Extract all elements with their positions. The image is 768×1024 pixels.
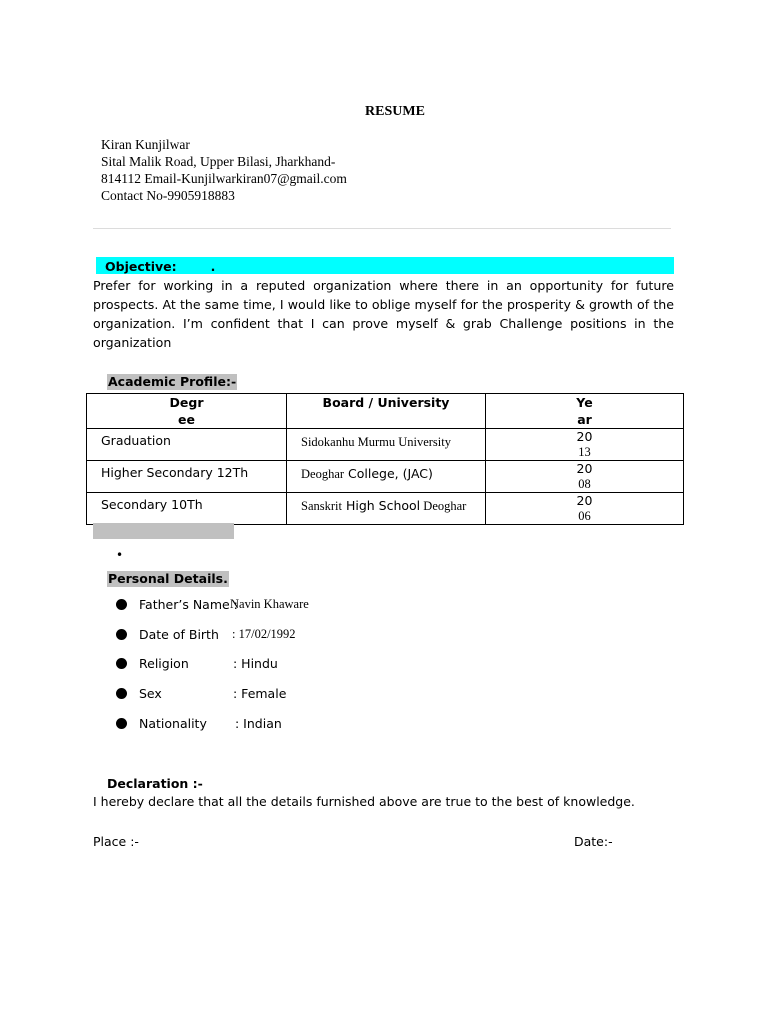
bullet-icon	[116, 718, 127, 729]
year-header: Ye ar	[486, 394, 684, 429]
board-cell: Deoghar College, (JAC)	[287, 461, 486, 493]
bullet-icon	[116, 688, 127, 699]
item-value: : Indian	[235, 716, 282, 731]
table-header-row	[87, 394, 684, 429]
declaration-label: Declaration :-	[107, 776, 203, 791]
contact-block	[101, 136, 347, 204]
personal-details-label: Personal Details.	[108, 571, 228, 586]
objective-text: Prefer for working in a reputed organization where there in an opportunity for future prospects. At the same time, I would like to oblige myself for the prosperity & growth of the organization. I’m confident that I can prove myself & grab Challenge positions in the organization	[93, 278, 674, 350]
degree-cell: Higher Secondary 12Th	[87, 461, 287, 493]
degree-cell: Graduation	[87, 429, 287, 461]
objective-highlight-bar	[96, 257, 674, 274]
table-row	[87, 429, 684, 461]
address-line: Sital Malik Road, Upper Bilasi, Jharkhand-	[101, 154, 336, 169]
board-cell: Sidokanhu Murmu University	[287, 429, 486, 461]
date-label: Date:-	[574, 834, 613, 849]
place-label: Place :-	[93, 834, 139, 849]
board-cell: Sanskrit High School Deoghar	[287, 493, 486, 525]
bullet-icon	[116, 599, 127, 610]
empty-bullet: •	[116, 548, 124, 562]
item-label: Sex	[139, 686, 162, 701]
degree-header: Degr ee	[87, 394, 287, 429]
item-value: : Hindu	[233, 656, 278, 671]
item-label: Nationality	[139, 716, 207, 731]
header-divider	[93, 228, 671, 229]
academic-profile-label: Academic Profile:-	[108, 374, 237, 389]
contact-number: Contact No-9905918883	[101, 188, 235, 203]
degree-cell: Secondary 10Th	[87, 493, 287, 525]
year-cell: 20 13	[486, 429, 684, 461]
table-row	[87, 493, 684, 525]
board-header: Board / University	[287, 394, 486, 429]
bullet-icon	[116, 629, 127, 640]
item-value: Navin Khaware	[230, 597, 309, 611]
item-value: : 17/02/1992	[232, 627, 296, 641]
academic-table	[86, 393, 684, 525]
item-label: Father’s Name :	[139, 597, 238, 612]
pin-and-email: 814112 Email-Kunjilwarkiran07@gmail.com	[101, 171, 347, 186]
resume-title: RESUME	[365, 104, 425, 119]
item-label: Date of Birth	[139, 627, 219, 642]
item-value: : Female	[233, 686, 287, 701]
candidate-name: Kiran Kunjilwar	[101, 137, 190, 152]
year-cell: 20 06	[486, 493, 684, 525]
objective-label: Objective: .	[105, 259, 216, 274]
declaration-text: I hereby declare that all the details furnished above are true to the best of knowledge.	[93, 794, 635, 809]
item-label: Religion	[139, 656, 189, 671]
grey-highlight-bar	[93, 523, 234, 539]
table-row	[87, 461, 684, 493]
bullet-icon	[116, 658, 127, 669]
year-cell: 20 08	[486, 461, 684, 493]
